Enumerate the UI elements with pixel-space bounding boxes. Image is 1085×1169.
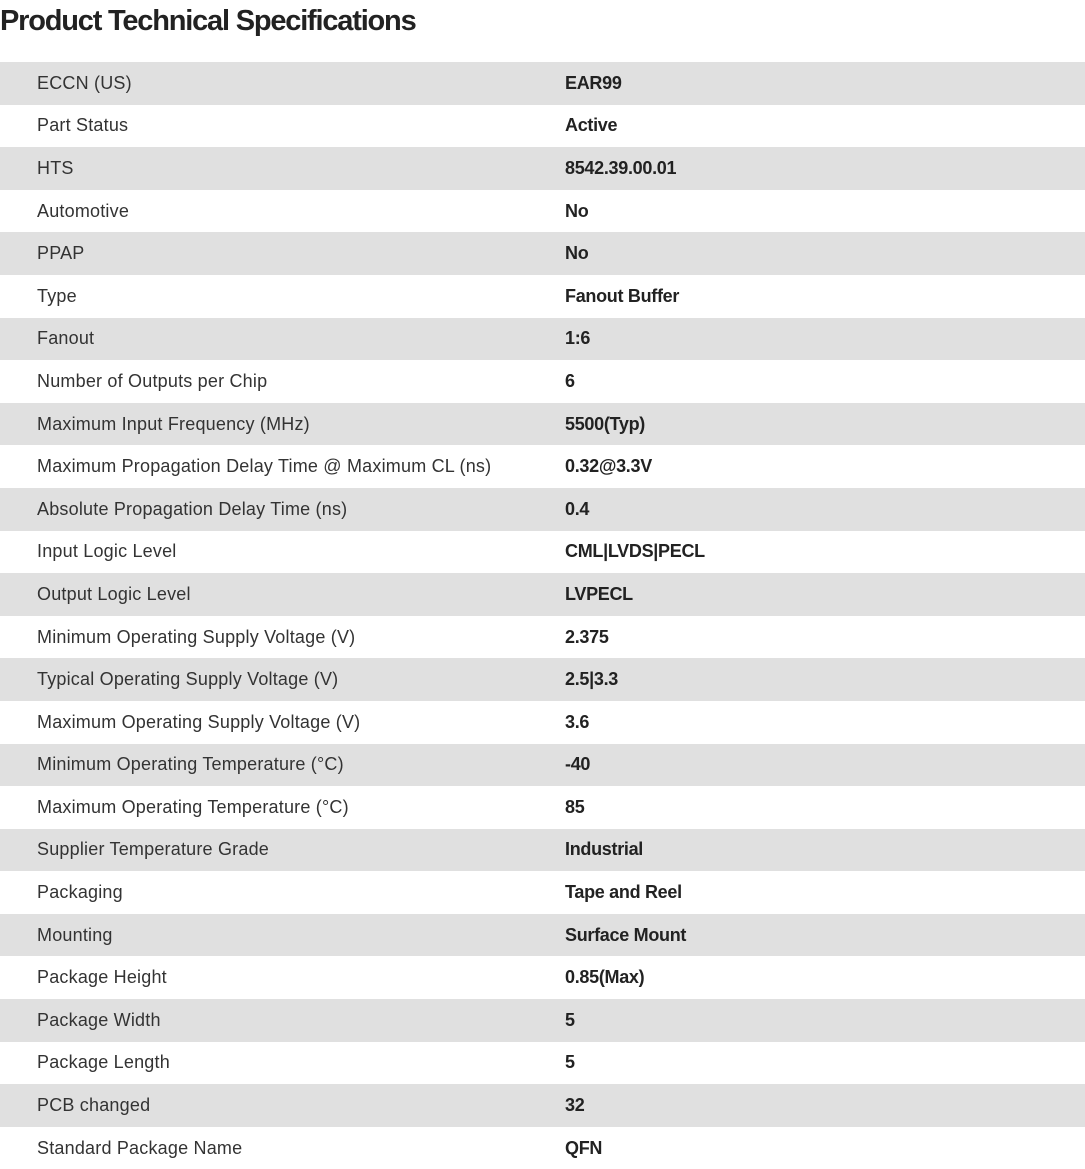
spec-value: 0.85(Max) (565, 967, 645, 988)
spec-value: No (565, 200, 589, 221)
spec-row (0, 1084, 1085, 1127)
spec-value: 6 (565, 370, 575, 391)
spec-table-body (0, 62, 1085, 1169)
spec-value: Fanout Buffer (565, 285, 680, 306)
spec-row (0, 744, 1085, 787)
spec-value: No (565, 243, 589, 264)
spec-label: Output Logic Level (37, 583, 191, 604)
spec-row (0, 190, 1085, 233)
spec-row (0, 829, 1085, 872)
spec-label: Maximum Input Frequency (MHz) (37, 413, 310, 434)
spec-row (0, 573, 1085, 616)
spec-label: Typical Operating Supply Voltage (V) (37, 669, 339, 690)
spec-row (0, 232, 1085, 275)
spec-row (0, 701, 1085, 744)
page-title: Product Technical Specifications (0, 5, 416, 37)
spec-value: 5 (565, 1052, 575, 1073)
spec-value: 5 (565, 1009, 575, 1030)
spec-label: Maximum Operating Temperature (°C) (37, 796, 349, 817)
spec-value: 2.5|3.3 (565, 669, 618, 690)
spec-label: Minimum Operating Supply Voltage (V) (37, 626, 356, 647)
spec-row (0, 786, 1085, 829)
spec-label: ECCN (US) (37, 72, 132, 93)
spec-label: Fanout (37, 328, 95, 349)
spec-row (0, 1042, 1085, 1085)
spec-label: PPAP (37, 243, 85, 264)
spec-label: Input Logic Level (37, 541, 177, 562)
spec-value: 8542.39.00.01 (565, 157, 677, 178)
spec-label: Maximum Propagation Delay Time @ Maximum CL (ns) (37, 456, 492, 477)
spec-label: Minimum Operating Temperature (°C) (37, 754, 344, 775)
spec-row (0, 62, 1085, 105)
spec-row (0, 403, 1085, 446)
spec-label: Standard Package Name (37, 1137, 243, 1158)
spec-row (0, 871, 1085, 914)
spec-value: 0.4 (565, 498, 590, 519)
spec-row (0, 1127, 1085, 1169)
spec-row (0, 914, 1085, 957)
spec-label: Supplier Temperature Grade (37, 839, 269, 860)
spec-value: 32 (565, 1095, 585, 1116)
spec-value: 85 (565, 796, 585, 817)
spec-row (0, 147, 1085, 190)
spec-label: Package Length (37, 1052, 170, 1073)
spec-table (0, 62, 1085, 1169)
spec-value: 2.375 (565, 626, 609, 647)
spec-value: 0.32@3.3V (565, 456, 652, 477)
spec-value: 3.6 (565, 711, 590, 732)
spec-label: HTS (37, 157, 74, 178)
spec-label: Package Height (37, 967, 167, 988)
spec-value: Tape and Reel (565, 882, 682, 903)
spec-row (0, 999, 1085, 1042)
spec-row (0, 488, 1085, 531)
spec-value: 5500(Typ) (565, 413, 645, 434)
spec-row (0, 616, 1085, 659)
spec-row (0, 318, 1085, 361)
spec-row (0, 105, 1085, 148)
spec-value: LVPECL (565, 583, 633, 604)
spec-label: Part Status (37, 115, 129, 136)
spec-value: Active (565, 115, 618, 136)
spec-row (0, 360, 1085, 403)
spec-value: -40 (565, 754, 591, 775)
spec-row (0, 445, 1085, 488)
spec-label: Mounting (37, 924, 113, 945)
spec-value: EAR99 (565, 72, 622, 93)
spec-value: QFN (565, 1137, 603, 1158)
spec-value: Industrial (565, 839, 644, 860)
spec-label: Package Width (37, 1009, 161, 1030)
spec-label: Type (37, 285, 77, 306)
spec-label: Absolute Propagation Delay Time (ns) (37, 498, 348, 519)
spec-value: Surface Mount (565, 924, 687, 945)
spec-value: 1:6 (565, 328, 591, 349)
spec-label: Maximum Operating Supply Voltage (V) (37, 711, 361, 732)
spec-row (0, 956, 1085, 999)
spec-label: Automotive (37, 200, 130, 221)
spec-label: Packaging (37, 882, 123, 903)
spec-label: PCB changed (37, 1095, 151, 1116)
spec-value: CML|LVDS|PECL (565, 541, 705, 562)
spec-row (0, 658, 1085, 701)
spec-row (0, 275, 1085, 318)
spec-row (0, 531, 1085, 574)
spec-label: Number of Outputs per Chip (37, 370, 268, 391)
